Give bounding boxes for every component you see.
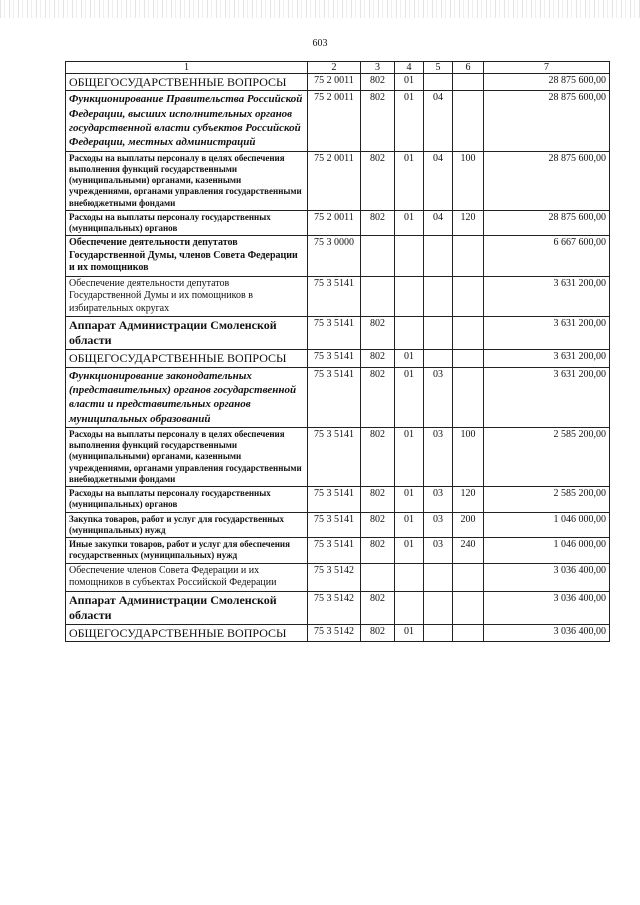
expense-type-cell: 200: [453, 512, 484, 538]
amount-cell: 2 585 200,00: [484, 487, 610, 513]
row-name-cell: Иные закупки товаров, работ и услуг для обеспечения государственных (муниципальных) нужд: [66, 538, 308, 564]
amount-cell: 1 046 000,00: [484, 512, 610, 538]
section-cell: 01: [395, 538, 424, 564]
subsection-cell: 04: [424, 210, 453, 236]
expense-type-cell: [453, 624, 484, 641]
section-cell: 01: [395, 367, 424, 427]
expense-type-cell: [453, 563, 484, 591]
subsection-cell: [424, 276, 453, 317]
row-name-cell: Расходы на выплаты персоналу в целях обеспечения выполнения функций государственными (муниципальными) органами, казенными учреждениями, органами управления государственными внебюджетными фондами: [66, 427, 308, 486]
section-cell: 01: [395, 512, 424, 538]
column-header: 4: [395, 62, 424, 74]
column-header: 7: [484, 62, 610, 74]
row-name-cell: Обеспечение деятельности депутатов Государственной Думы, членов Совета Федерации и их помощников: [66, 236, 308, 277]
amount-cell: 3 036 400,00: [484, 624, 610, 641]
amount-cell: 28 875 600,00: [484, 74, 610, 91]
target-article-cell: 75 3 5141: [308, 538, 361, 564]
admin-code-cell: 802: [361, 151, 395, 210]
admin-code-cell: [361, 563, 395, 591]
admin-code-cell: 802: [361, 91, 395, 151]
amount-cell: 3 631 200,00: [484, 367, 610, 427]
table-row: [66, 276, 610, 317]
admin-code-cell: [361, 276, 395, 317]
section-cell: 01: [395, 427, 424, 486]
section-cell: [395, 276, 424, 317]
section-cell: 01: [395, 624, 424, 641]
section-cell: [395, 317, 424, 350]
column-number-header: [66, 62, 610, 74]
section-cell: [395, 591, 424, 624]
subsection-cell: [424, 563, 453, 591]
row-name-cell: Функционирование законодательных (представительных) органов государственной власти и представительных органов муниципальных образований: [66, 367, 308, 427]
subsection-cell: [424, 624, 453, 641]
admin-code-cell: [361, 236, 395, 277]
admin-code-cell: 802: [361, 487, 395, 513]
table-row: [66, 236, 610, 277]
section-cell: 01: [395, 91, 424, 151]
row-name-cell: Расходы на выплаты персоналу государственных (муниципальных) органов: [66, 210, 308, 236]
expense-type-cell: [453, 91, 484, 151]
target-article-cell: 75 3 5141: [308, 276, 361, 317]
table-row: [66, 487, 610, 513]
admin-code-cell: 802: [361, 367, 395, 427]
row-name-cell: Расходы на выплаты персоналу государственных (муниципальных) органов: [66, 487, 308, 513]
table-body: [66, 74, 610, 642]
subsection-cell: 03: [424, 538, 453, 564]
expense-type-cell: [453, 74, 484, 91]
admin-code-cell: 802: [361, 538, 395, 564]
amount-cell: 2 585 200,00: [484, 427, 610, 486]
amount-cell: 3 036 400,00: [484, 563, 610, 591]
table-row: [66, 74, 610, 91]
admin-code-cell: 802: [361, 74, 395, 91]
page-number: 603: [312, 38, 328, 49]
row-name-cell: Обеспечение деятельности депутатов Государственной Думы и их помощников в избирательных округах: [66, 276, 308, 317]
scan-artifact-strip: [0, 0, 640, 18]
table-row: [66, 317, 610, 350]
target-article-cell: 75 3 5141: [308, 427, 361, 486]
subsection-cell: 03: [424, 427, 453, 486]
amount-cell: 3 631 200,00: [484, 276, 610, 317]
expense-type-cell: [453, 367, 484, 427]
expense-type-cell: [453, 591, 484, 624]
table-row: [66, 563, 610, 591]
subsection-cell: [424, 74, 453, 91]
admin-code-cell: 802: [361, 350, 395, 367]
table-row: [66, 591, 610, 624]
row-name-cell: ОБЩЕГОСУДАРСТВЕННЫЕ ВОПРОСЫ: [66, 350, 308, 367]
row-name-cell: Обеспечение членов Совета Федерации и их помощников в субъектах Российской Федерации: [66, 563, 308, 591]
row-name-cell: Расходы на выплаты персоналу в целях обеспечения выполнения функций государственными (муниципальными) органами, казенными учреждениями, органами управления государственными внебюджетными фондами: [66, 151, 308, 210]
amount-cell: 1 046 000,00: [484, 538, 610, 564]
section-cell: 01: [395, 487, 424, 513]
subsection-cell: 04: [424, 91, 453, 151]
column-header: 3: [361, 62, 395, 74]
target-article-cell: 75 2 0011: [308, 210, 361, 236]
target-article-cell: 75 2 0011: [308, 91, 361, 151]
target-article-cell: 75 3 5142: [308, 624, 361, 641]
target-article-cell: 75 3 5141: [308, 350, 361, 367]
target-article-cell: 75 2 0011: [308, 151, 361, 210]
section-cell: 01: [395, 151, 424, 210]
budget-table: [65, 61, 610, 642]
section-cell: 01: [395, 74, 424, 91]
row-name-cell: ОБЩЕГОСУДАРСТВЕННЫЕ ВОПРОСЫ: [66, 74, 308, 91]
table-row: [66, 151, 610, 210]
subsection-cell: 03: [424, 512, 453, 538]
column-header: 6: [453, 62, 484, 74]
table-row: [66, 367, 610, 427]
subsection-cell: 03: [424, 367, 453, 427]
expense-type-cell: 100: [453, 151, 484, 210]
expense-type-cell: [453, 317, 484, 350]
section-cell: [395, 563, 424, 591]
target-article-cell: 75 3 0000: [308, 236, 361, 277]
row-name-cell: Аппарат Администрации Смоленской области: [66, 317, 308, 350]
subsection-cell: 04: [424, 151, 453, 210]
subsection-cell: 03: [424, 487, 453, 513]
row-name-cell: ОБЩЕГОСУДАРСТВЕННЫЕ ВОПРОСЫ: [66, 624, 308, 641]
subsection-cell: [424, 591, 453, 624]
table-row: [66, 91, 610, 151]
table-row: [66, 210, 610, 236]
table-row: [66, 624, 610, 641]
table-row: [66, 350, 610, 367]
amount-cell: 6 667 600,00: [484, 236, 610, 277]
amount-cell: 3 036 400,00: [484, 591, 610, 624]
target-article-cell: 75 3 5141: [308, 317, 361, 350]
amount-cell: 3 631 200,00: [484, 317, 610, 350]
column-header: 2: [308, 62, 361, 74]
expense-type-cell: [453, 276, 484, 317]
amount-cell: 28 875 600,00: [484, 151, 610, 210]
row-name-cell: Функционирование Правительства Российской Федерации, высших исполнительных органов государственной власти субъектов Российской Федерации, местных администраций: [66, 91, 308, 151]
row-name-cell: Закупка товаров, работ и услуг для государственных (муниципальных) нужд: [66, 512, 308, 538]
target-article-cell: 75 2 0011: [308, 74, 361, 91]
table-row: [66, 427, 610, 486]
amount-cell: 3 631 200,00: [484, 350, 610, 367]
admin-code-cell: 802: [361, 512, 395, 538]
amount-cell: 28 875 600,00: [484, 210, 610, 236]
admin-code-cell: 802: [361, 317, 395, 350]
expense-type-cell: 240: [453, 538, 484, 564]
target-article-cell: 75 3 5142: [308, 563, 361, 591]
admin-code-cell: 802: [361, 591, 395, 624]
amount-cell: 28 875 600,00: [484, 91, 610, 151]
table-row: [66, 538, 610, 564]
subsection-cell: [424, 317, 453, 350]
section-cell: 01: [395, 210, 424, 236]
expense-type-cell: 120: [453, 210, 484, 236]
target-article-cell: 75 3 5141: [308, 367, 361, 427]
admin-code-cell: 802: [361, 210, 395, 236]
target-article-cell: 75 3 5141: [308, 487, 361, 513]
column-header: 5: [424, 62, 453, 74]
target-article-cell: 75 3 5142: [308, 591, 361, 624]
subsection-cell: [424, 236, 453, 277]
admin-code-cell: 802: [361, 624, 395, 641]
table-row: [66, 512, 610, 538]
subsection-cell: [424, 350, 453, 367]
expense-type-cell: 120: [453, 487, 484, 513]
row-name-cell: Аппарат Администрации Смоленской области: [66, 591, 308, 624]
expense-type-cell: [453, 236, 484, 277]
column-header: 1: [66, 62, 308, 74]
admin-code-cell: 802: [361, 427, 395, 486]
section-cell: 01: [395, 350, 424, 367]
section-cell: [395, 236, 424, 277]
target-article-cell: 75 3 5141: [308, 512, 361, 538]
expense-type-cell: 100: [453, 427, 484, 486]
expense-type-cell: [453, 350, 484, 367]
